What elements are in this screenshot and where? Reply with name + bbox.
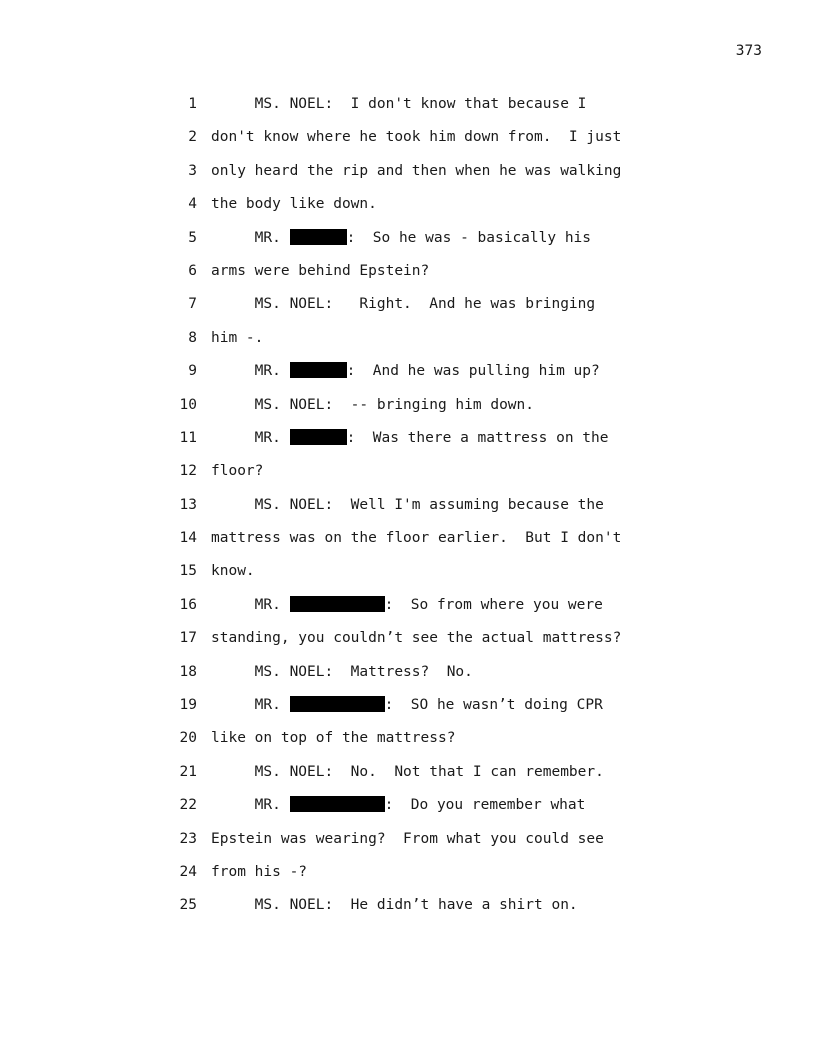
line-number: 1	[188, 96, 197, 112]
line-number: 18	[179, 663, 197, 680]
line-text: MS. NOEL: I don't know that because I	[211, 96, 587, 112]
line-text: only heard the rip and then when he was walking	[211, 162, 622, 179]
transcript-line	[165, 895, 685, 928]
line-text: him -.	[211, 329, 264, 346]
transcript-line	[165, 862, 685, 895]
redaction-box	[290, 596, 385, 612]
line-text: MR. : So he was - basically his	[211, 229, 592, 246]
transcript-line	[165, 795, 685, 828]
transcript-line	[165, 328, 685, 361]
transcript-line	[165, 628, 685, 661]
line-text: MR. : SO he wasn’t doing CPR	[211, 697, 603, 714]
transcript-line	[165, 561, 685, 594]
line-text: MS. NOEL: He didn’t have a shirt on.	[211, 897, 578, 914]
line-text: MS. NOEL: No. Not that I can remember.	[211, 763, 604, 780]
line-text: like on top of the mattress?	[211, 730, 456, 747]
transcript-line	[165, 461, 685, 494]
line-number: 24	[179, 863, 197, 880]
transcript-line	[165, 829, 685, 862]
line-number: 11	[179, 429, 197, 446]
line-text: from his -?	[211, 863, 308, 880]
line-number: 6	[188, 262, 197, 279]
line-text: arms were behind Epstein?	[211, 262, 430, 279]
transcript-line	[165, 294, 685, 327]
transcript-line	[165, 695, 685, 728]
transcript-line	[165, 395, 685, 428]
line-number: 5	[188, 229, 197, 246]
transcript-line	[165, 662, 685, 695]
line-text: MR. : Do you remember what	[211, 797, 586, 814]
line-text: MS. NOEL: Mattress? No.	[211, 663, 473, 680]
line-text: MS. NOEL: Well I'm assuming because the	[211, 496, 604, 513]
transcript-line	[165, 261, 685, 294]
line-number: 17	[179, 630, 197, 647]
line-number: 22	[179, 797, 197, 814]
line-number: 9	[188, 363, 197, 380]
line-number: 15	[179, 563, 197, 580]
transcript-line	[165, 595, 685, 628]
transcript-line	[165, 528, 685, 561]
transcript-line	[165, 428, 685, 461]
line-text: standing, you couldn’t see the actual mattress?	[211, 630, 622, 647]
line-number: 3	[188, 162, 197, 179]
line-text: MR. : And he was pulling him up?	[211, 363, 600, 380]
line-number: 21	[179, 763, 197, 780]
transcript-line	[165, 161, 685, 194]
line-number: 8	[188, 329, 197, 346]
transcript-line	[165, 361, 685, 394]
redaction-box	[290, 796, 385, 812]
line-number: 13	[179, 496, 197, 513]
transcript-line	[165, 94, 685, 127]
line-text: MS. NOEL: -- bringing him down.	[211, 396, 535, 413]
line-text: MR. : Was there a mattress on the	[211, 429, 609, 446]
line-text: floor?	[211, 463, 264, 480]
transcript-line	[165, 127, 685, 160]
page-number: 373	[735, 43, 762, 59]
line-number: 16	[179, 596, 197, 613]
transcript-line	[165, 728, 685, 761]
line-number: 2	[188, 129, 197, 146]
redaction-box	[290, 429, 347, 445]
line-number: 10	[179, 396, 197, 413]
line-number: 25	[179, 897, 197, 914]
line-number: 4	[188, 196, 197, 213]
line-number: 12	[179, 463, 197, 480]
line-number: 23	[179, 830, 197, 847]
line-text: the body like down.	[211, 196, 377, 213]
transcript-line	[165, 228, 685, 261]
line-text: mattress was on the floor earlier. But I don't	[211, 530, 622, 547]
line-text: Epstein was wearing? From what you could see	[211, 830, 604, 847]
transcript-body	[165, 94, 685, 929]
transcript-line	[165, 495, 685, 528]
line-number: 14	[179, 530, 197, 547]
redaction-box	[290, 362, 347, 378]
redaction-box	[290, 696, 385, 712]
line-text: know.	[211, 563, 255, 580]
redaction-box	[290, 229, 347, 245]
line-text: don't know where he took him down from. I just	[211, 129, 622, 146]
line-number: 19	[179, 697, 197, 714]
line-number: 20	[179, 730, 197, 747]
line-text: MR. : So from where you were	[211, 596, 603, 613]
transcript-line	[165, 762, 685, 795]
transcript-line	[165, 194, 685, 227]
line-text: MS. NOEL: Right. And he was bringing	[211, 296, 596, 313]
line-number: 7	[188, 296, 197, 313]
